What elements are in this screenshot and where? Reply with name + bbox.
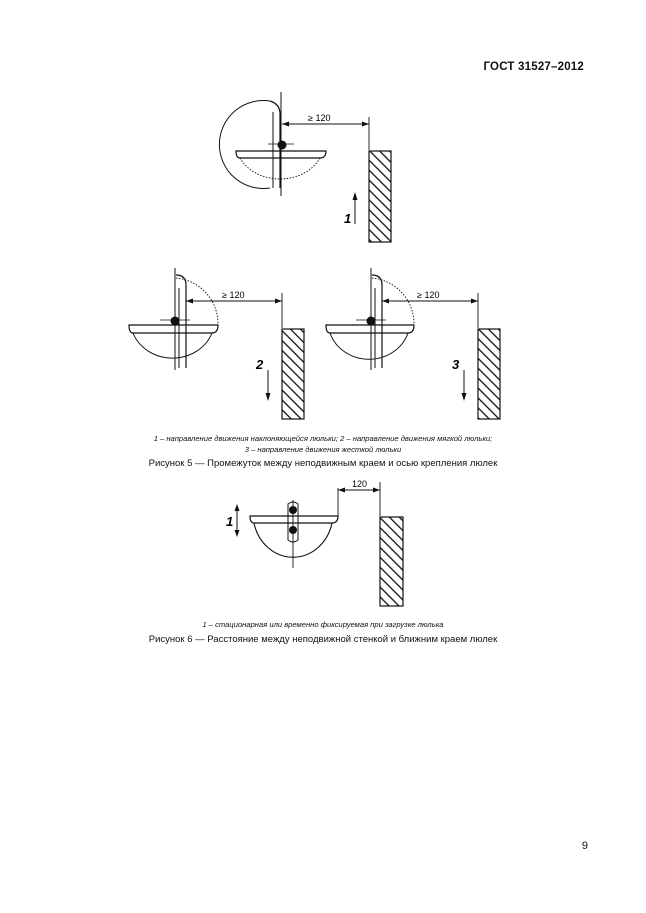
- figure5-arrow-3: [462, 370, 467, 401]
- figure6-note: [0, 619, 646, 630]
- figure5-arrow-1: [353, 192, 358, 224]
- figure5-caption: Рисунок 5 — Промежуток между неподвижным краем и осью крепления люлек: [148, 458, 498, 469]
- note-number: 2: [340, 434, 345, 443]
- figure6-wall: [380, 517, 403, 606]
- figure5-top-cradle: [219, 92, 326, 196]
- figure6-caption: Рисунок 6 — Расстояние между неподвижной стенкой и ближним краем люлек: [148, 634, 498, 645]
- figure5-top-dimension-label: ≥ 120: [308, 113, 331, 123]
- note-text: – стационарная или временно фиксируемая при загрузке люлька: [206, 620, 444, 629]
- figure5-left-dimension-label: ≥ 120: [222, 290, 245, 300]
- page-number: 9: [581, 840, 588, 852]
- figure5-note-line2: [0, 444, 646, 455]
- figure5-left-wall: [282, 329, 304, 419]
- note-text: – направление движения жесткой люльки: [248, 445, 402, 454]
- figure5-arrow-2: [266, 370, 271, 401]
- figure5-label-3: 3: [452, 357, 460, 372]
- note-number: 3: [244, 445, 249, 454]
- figure6-dimension-label: 120: [352, 479, 368, 489]
- figure6-arrow-1: [235, 504, 240, 537]
- figure5-right-dimension-label: ≥ 120: [417, 290, 440, 300]
- note-text: – направление движения наклоняющейся люльки;: [157, 434, 341, 443]
- standard-header: ГОСТ 31527–2012: [483, 61, 584, 73]
- figure5-label-2: 2: [256, 357, 264, 372]
- figure6-cradle: [250, 500, 338, 568]
- figure5-top-wall: [369, 151, 391, 242]
- figure5-note-line1: [0, 433, 646, 444]
- note-text: – направление движения мягкой люльки;: [344, 434, 493, 443]
- figure5-label-1: 1: [344, 211, 352, 226]
- figure6-label-1: 1: [226, 514, 234, 529]
- note-number: 1: [202, 620, 207, 629]
- figure5-right-wall: [478, 329, 500, 419]
- note-number: 1: [153, 434, 158, 443]
- figure5-right-cradle: [326, 268, 414, 370]
- figure5-left-cradle: [129, 268, 218, 370]
